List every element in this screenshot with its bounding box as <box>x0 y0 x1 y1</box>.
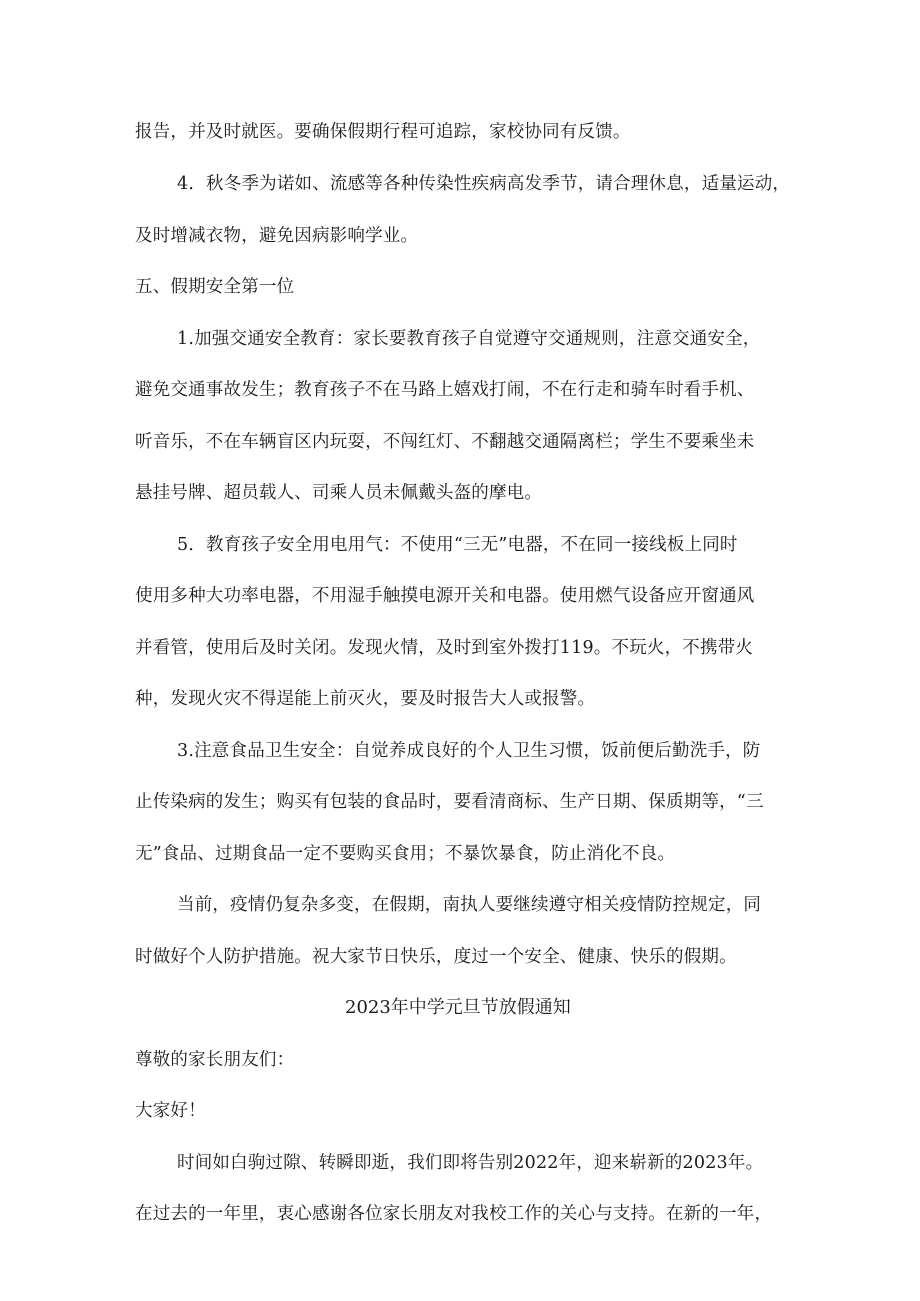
paragraph-line: 种，发现火灾不得逞能上前灭火，要及时报告大人或报警。 <box>135 689 596 709</box>
paragraph-line: 1.加强交通安全教育：家长要教育孩子自觉遵守交通规则，注意交通安全， <box>177 329 761 349</box>
paragraph-line: 避免交通事故发生；教育孩子不在马路上嬉戏打闹，不在行走和骑车时看手机、 <box>135 380 755 400</box>
paragraph-line: 听音乐，不在车辆盲区内玩耍，不闯红灯、不翻越交通隔离栏；学生不要乘坐未 <box>135 432 755 452</box>
paragraph-line: 时做好个人防护措施。祝大家节日快乐，度过一个安全、健康、快乐的假期。 <box>135 947 737 967</box>
paragraph-line: 悬挂号牌、超员载人、司乘人员未佩戴头盔的摩电。 <box>135 483 543 503</box>
section-heading: 五、假期安全第一位 <box>135 277 295 297</box>
paragraph-line: 5．教育孩子安全用电用气：不使用“三无”电器，不在同一接线板上同时 <box>177 535 738 555</box>
paragraph-line: 并看管，使用后及时关闭。发现火情，及时到室外拨打119。不玩火，不携带火 <box>135 638 754 658</box>
paragraph-line: 无”食品、过期食品一定不要购买食用；不暴饮暴食，防止消化不良。 <box>135 844 676 864</box>
paragraph-line: 时间如白驹过隙、转瞬即逝，我们即将告别2022年，迎来崭新的2023年。 <box>177 1153 764 1173</box>
greeting: 大家好！ <box>135 1101 206 1121</box>
paragraph-line: 3.注意食品卫生安全：自觉养成良好的个人卫生习惯，饭前便后勤洗手，防 <box>177 741 761 761</box>
paragraph-line: 止传染病的发生；购买有包装的食品时，要看清商标、生产日期、保质期等，“三 <box>135 792 764 812</box>
paragraph-line: 4．秋冬季为诺如、流感等各种传染性疾病高发季节，请合理休息，适量运动， <box>177 174 791 194</box>
paragraph-line: 及时增减衣物，避免因病影响学业。 <box>135 226 419 246</box>
paragraph-line: 使用多种大功率电器，不用湿手触摸电源开关和电器。使用燃气设备应开窗通风 <box>135 586 755 606</box>
salutation: 尊敬的家长朋友们： <box>135 1050 295 1070</box>
paragraph-line: 在过去的一年里，衷心感谢各位家长朋友对我校工作的关心与支持。在新的一年， <box>135 1204 773 1224</box>
notice-title: 2023年中学元旦节放假通知 <box>345 997 571 1018</box>
paragraph-line: 报告，并及时就医。要确保假期行程可追踪，家校协同有反馈。 <box>135 122 631 142</box>
paragraph-line: 当前，疫情仍复杂多变，在假期，南执人要继续遵守相关疫情防控规定，同 <box>177 895 762 915</box>
